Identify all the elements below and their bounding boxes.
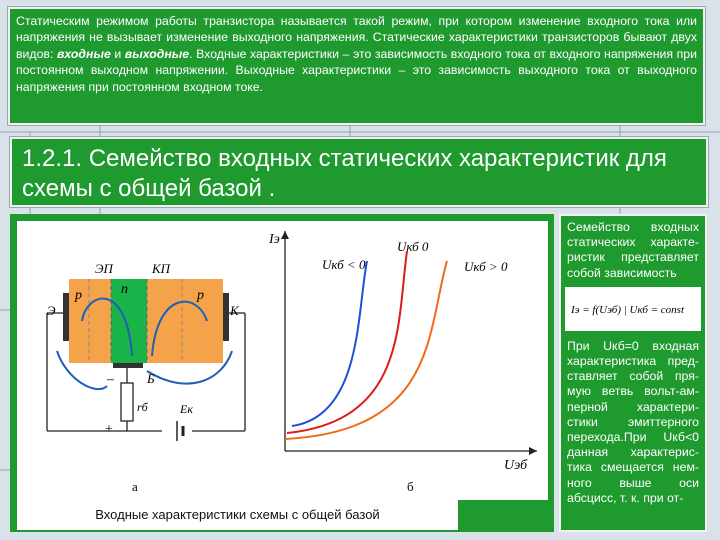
curve-ukb-negative [292,261,367,426]
sublabel-b: б [407,479,414,494]
formula-svg [565,287,705,331]
curve-label-zero: Uкб 0 [397,239,429,254]
formula [565,287,701,331]
label-base: Б [147,371,155,386]
figure [17,221,548,500]
term-input: входные [56,46,111,61]
label-n: n [121,282,128,297]
figure-caption: Входные характеристики схемы с общей базой [17,500,458,530]
label-ek: Eк [180,402,193,416]
characteristics-graph [268,231,537,494]
x-axis-label: Uэб [504,458,528,473]
label-ep: ЭП [95,261,113,276]
n-region [111,279,147,363]
label-plus: + [105,422,113,437]
intro-paragraph [8,7,705,125]
side-text-bottom: При Uкб=0 входная характеристика пред-ставляет собой пря-мую ветвь вольт-ам-перной характери-стики эмиттерного перехода.При Uкб<0 данная характерис-тика смещается нем-ного выше оси абсцисс, т. к. при от- [567,338,699,505]
curve-label-positive: Uкб > 0 [464,259,508,274]
intro-text-2: и [110,46,125,61]
curve-label-negative: Uкб < 0 [322,257,366,272]
p-region-right [147,279,223,363]
section-heading: 1.2.1. Семейство входных статических характеристик для схемы с общей базой . [10,137,708,207]
label-p-left: p [75,288,82,303]
figure-svg [17,221,548,500]
term-output: выходные [124,46,190,61]
label-emitter: Э [47,303,56,318]
intro-text-3: . Входные характеристики – это зависимость входного тока от входного напряжения при постоянном выходном напряжении. Выходные характеристики – это зависимость выходного тока от выходного напряжения при постоянном входном токе. [16,46,697,94]
sublabel-a: а [132,479,138,494]
y-axis-label: Iэ [269,232,280,247]
transistor-diagram [47,261,245,494]
label-collector: К [230,303,239,318]
side-text-top: Семейство входных статических характе-ристик представляет собой зависимость [567,220,699,280]
curve-ukb-positive [285,261,447,439]
formula-text: Iэ = f(Uэб) | Uкб = const [571,303,685,316]
intro-text-1: Статическим режимом работы транзистора называется такой режим, при котором изменение входного тока или напряжения не вызывает изменение выходного напряжения. Статические характеристики транзисторов бывают двух видов: [16,14,697,61]
label-minus: – [107,372,114,387]
label-rb: rб [137,400,148,414]
label-kp: КП [152,261,171,276]
label-p-right: p [197,288,204,303]
side-description [559,214,707,532]
